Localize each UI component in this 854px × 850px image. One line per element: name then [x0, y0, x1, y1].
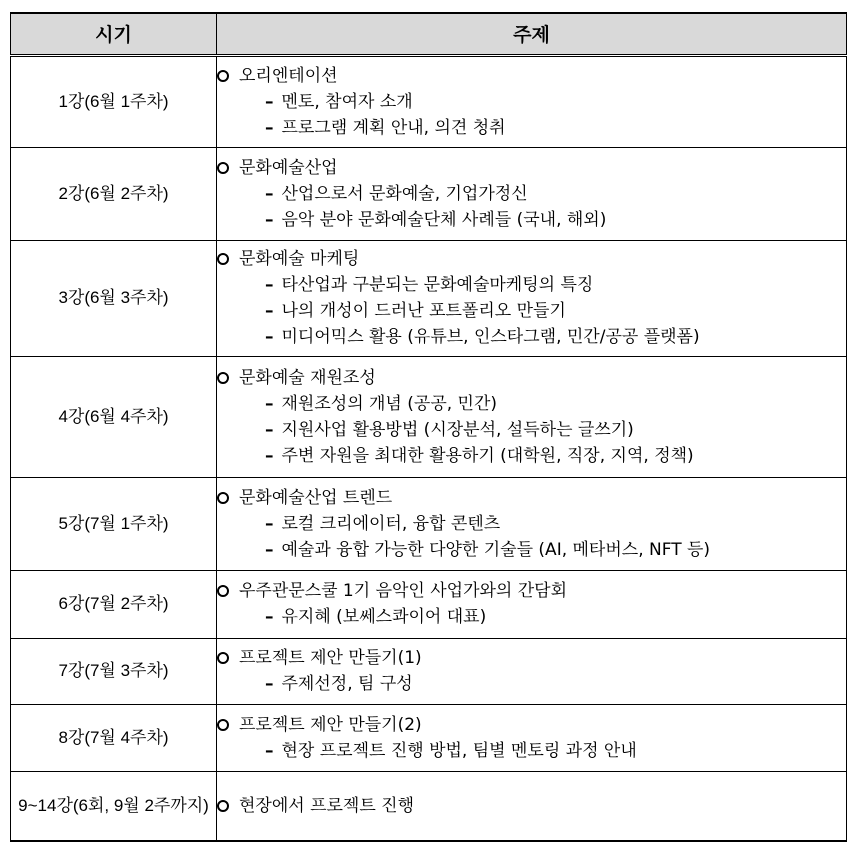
period-cell: 6강(7월 2주차) [11, 570, 217, 638]
table-row [11, 147, 847, 240]
dash-icon: – [265, 674, 274, 694]
circle-bullet-icon [217, 800, 229, 812]
period-cell: 9~14강(6회, 9월 2주까지) [11, 771, 217, 841]
period-cell: 3강(6월 3주차) [11, 240, 217, 356]
circle-bullet-icon [217, 253, 229, 265]
dash-icon: – [265, 327, 274, 347]
table-row [11, 55, 847, 147]
circle-bullet-icon [217, 492, 229, 504]
topic-item: 나의 개성이 드러난 포트폴리오 만들기 [281, 301, 566, 321]
table-row [11, 771, 847, 841]
topic-item: 음악 분야 문화예술단체 사례들 (국내, 해외) [281, 209, 607, 230]
topic-cell [217, 771, 847, 841]
period-cell: 7강(7월 3주차) [11, 638, 217, 704]
table-row [11, 638, 847, 704]
topic-title: 프로젝트 제안 만들기(2) [239, 714, 422, 735]
dash-icon: – [265, 607, 274, 627]
topic-item: 타산업과 구분되는 문화예술마케팅의 특징 [281, 275, 594, 295]
topic-item: 재원조성의 개념 (공공, 민간) [281, 393, 498, 414]
table-row [11, 356, 847, 477]
dash-icon: – [265, 539, 274, 560]
schedule-table [10, 12, 847, 842]
topic-cell [217, 570, 847, 638]
topic-title: 문화예술 재원조성 [239, 367, 376, 388]
topic-item: 주제선정, 팀 구성 [281, 674, 413, 694]
topic-item: 산업으로서 문화예술, 기업가정신 [281, 183, 528, 204]
topic-item: 멘토, 참여자 소개 [281, 91, 413, 112]
period-cell: 8강(7월 4주차) [11, 704, 217, 771]
dash-icon: – [265, 91, 274, 112]
topic-title: 문화예술산업 [239, 157, 338, 178]
table-row [11, 570, 847, 638]
topic-cell [217, 147, 847, 240]
table-row [11, 704, 847, 771]
dash-icon: – [265, 209, 274, 230]
topic-column-header: 주제 [217, 13, 847, 55]
table-row [11, 477, 847, 570]
circle-bullet-icon [217, 652, 229, 664]
table-body [11, 55, 847, 841]
topic-cell [217, 356, 847, 477]
topic-title: 현장에서 프로젝트 진행 [239, 795, 415, 816]
dash-icon: – [265, 301, 274, 321]
topic-item: 예술과 융합 가능한 다양한 기술들 (AI, 메타버스, NFT 등) [281, 539, 711, 560]
topic-cell [217, 240, 847, 356]
dash-icon: – [265, 740, 274, 761]
topic-title: 문화예술산업 트렌드 [239, 487, 393, 508]
table-header [11, 13, 847, 55]
topic-item: 로컬 크리에이터, 융합 콘텐츠 [281, 513, 501, 534]
topic-cell [217, 55, 847, 147]
period-cell: 1강(6월 1주차) [11, 55, 217, 147]
dash-icon: – [265, 117, 274, 138]
topic-cell [217, 704, 847, 771]
circle-bullet-icon [217, 585, 229, 597]
dash-icon: – [265, 275, 274, 295]
topic-title: 문화예술 마케팅 [239, 249, 360, 269]
topic-item: 프로그램 계획 안내, 의견 청취 [281, 117, 506, 138]
topic-item: 현장 프로젝트 진행 방법, 팀별 멘토링 과정 안내 [281, 740, 637, 761]
topic-cell [217, 638, 847, 704]
dash-icon: – [265, 513, 274, 534]
topic-title: 프로젝트 제안 만들기(1) [239, 648, 422, 668]
circle-bullet-icon [217, 372, 229, 384]
topic-title: 오리엔테이션 [239, 65, 338, 86]
period-cell: 4강(6월 4주차) [11, 356, 217, 477]
period-cell: 5강(7월 1주차) [11, 477, 217, 570]
topic-item: 지원사업 활용방법 (시장분석, 설득하는 글쓰기) [281, 419, 634, 440]
topic-title: 우주관문스쿨 1기 음악인 사업가와의 간담회 [239, 581, 568, 601]
circle-bullet-icon [217, 70, 229, 82]
topic-item: 주변 자원을 최대한 활용하기 (대학원, 직장, 지역, 정책) [281, 445, 694, 466]
dash-icon: – [265, 445, 274, 466]
topic-cell [217, 477, 847, 570]
period-cell: 2강(6월 2주차) [11, 147, 217, 240]
dash-icon: – [265, 183, 274, 204]
dash-icon: – [265, 419, 274, 440]
dash-icon: – [265, 393, 274, 414]
table-row [11, 240, 847, 356]
circle-bullet-icon [217, 162, 229, 174]
circle-bullet-icon [217, 719, 229, 731]
period-column-header: 시기 [11, 13, 217, 55]
topic-item: 유지혜 (보쎄스콰이어 대표) [281, 607, 487, 627]
topic-item: 미디어믹스 활용 (유튜브, 인스타그램, 민간/공공 플랫폼) [281, 327, 700, 347]
